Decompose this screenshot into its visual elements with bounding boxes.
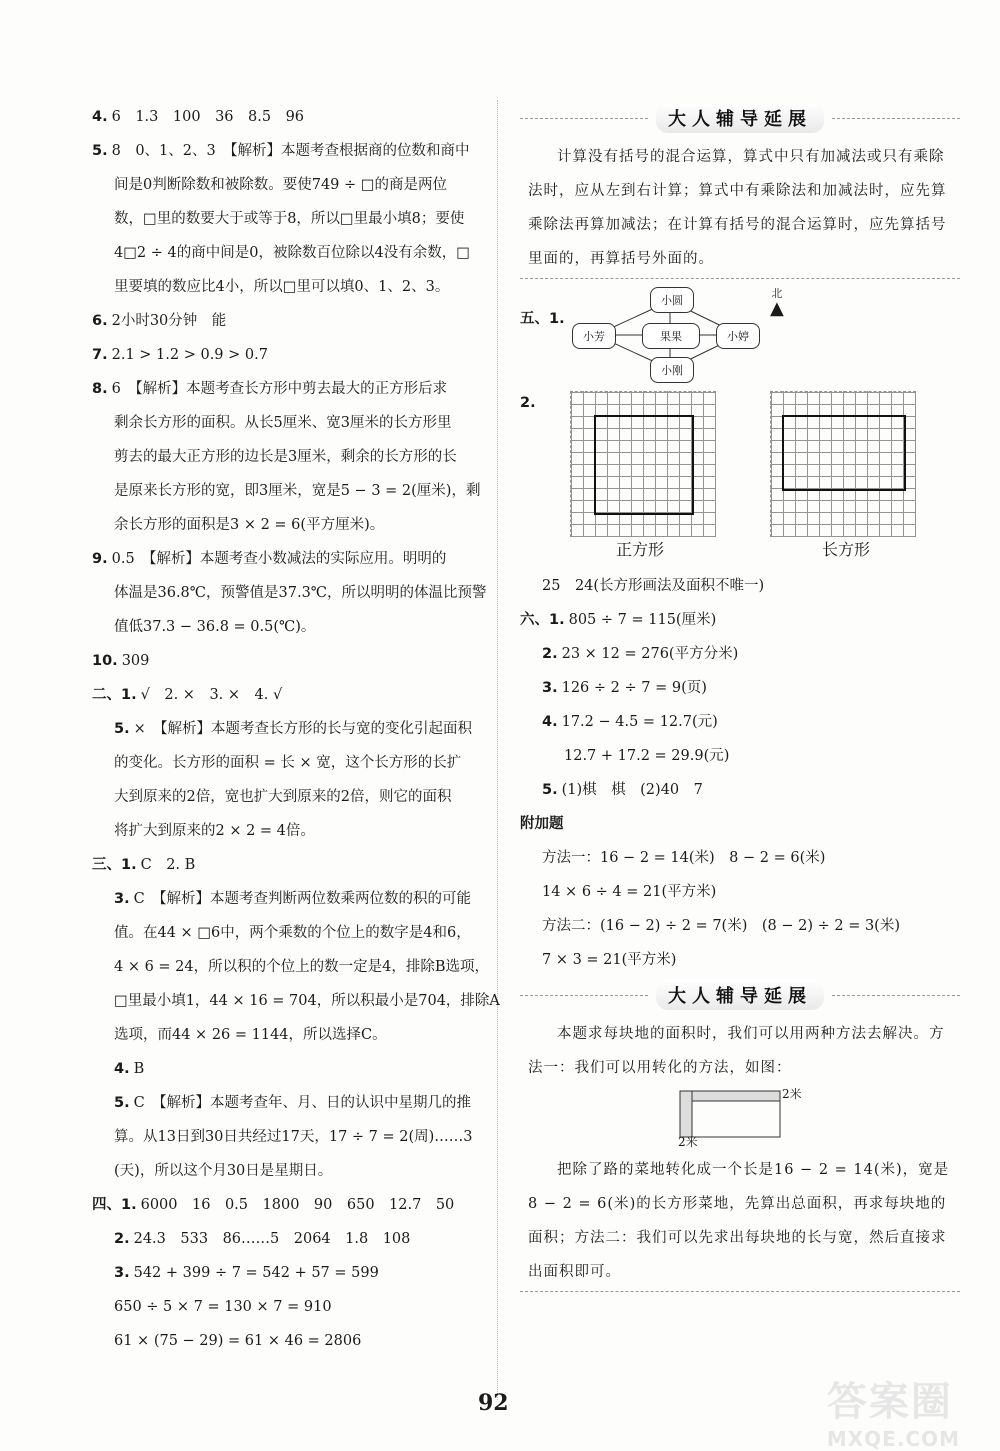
answer-text: (1)棋 棋 (2)40 7 [561, 782, 703, 798]
answer-line [92, 848, 492, 882]
road-width-label: 2米 [782, 1087, 802, 1101]
answer-line [520, 603, 960, 637]
question-number: 六、1. [520, 612, 565, 628]
question-number: 5. [114, 1095, 130, 1111]
grid-figures [520, 391, 960, 569]
answer-line [92, 610, 492, 644]
answer-line [92, 134, 492, 168]
answers-six [520, 603, 960, 977]
answer-text: 542 + 399 ÷ 7 = 542 + 57 = 599 [133, 1265, 379, 1281]
answer-text: 里要填的数应比4小，所以□里可以填0、1、2、3。 [114, 279, 450, 295]
question-number: 5. [542, 782, 558, 798]
answer-line [520, 705, 960, 739]
answer-line [92, 1018, 492, 1052]
north-label: 北 [771, 287, 783, 300]
answer-line [520, 943, 960, 977]
answer-text: 309 [121, 653, 150, 669]
left-column [92, 100, 500, 1358]
banner-rule [832, 995, 960, 996]
answer-line [92, 304, 492, 338]
answer-text: 的变化。长方形的面积 = 长 × 宽，这个长方形的长扩 [114, 755, 462, 771]
answer-line [92, 746, 492, 780]
drawn-square [594, 415, 694, 515]
answer-line [92, 1188, 492, 1222]
answer-text: 12.7 + 17.2 = 29.9(元) [564, 748, 730, 764]
answer-line [92, 1222, 492, 1256]
answer-line [92, 780, 492, 814]
answer-text: 余长方形的面积是3 × 2 = 6(平方厘米)。 [114, 517, 385, 533]
question-number: 5. [114, 721, 130, 737]
answer-line [92, 1324, 492, 1358]
question-number: 9. [92, 551, 108, 567]
answer-text: 值。在44 × □6中，两个乘数的个位上的数字是4和6， [114, 925, 471, 941]
answer-text: 数，□里的数要大于或等于8，所以□里最小填8；要使 [114, 211, 465, 227]
answer-line [92, 542, 492, 576]
answer-text: 6 【解析】本题考查长方形中剪去最大的正方形后求 [111, 381, 448, 397]
answer-text: 17.2 − 4.5 = 12.7(元) [561, 714, 718, 730]
question-number: 10. [92, 653, 118, 669]
answer-text: 8 0、1、2、3 【解析】本题考查根据商的位数和商中 [111, 143, 470, 159]
answer-line [92, 406, 492, 440]
question-number: 二、1. [92, 687, 137, 703]
answer-text: □里最小填1，44 × 16 = 704，所以积最小是704，排除A [114, 993, 500, 1009]
answer-line [92, 576, 492, 610]
answer-text: C 【解析】本题考查判断两位数乘两位数的积的可能 [133, 891, 471, 907]
answer-line [92, 372, 492, 406]
answer-line [520, 637, 960, 671]
answer-text: B [133, 1061, 145, 1077]
answer-line [92, 814, 492, 848]
answer-line [92, 474, 492, 508]
answer-line [92, 1052, 492, 1086]
map-node-left: 小芳 [572, 323, 616, 349]
answer-text: 805 ÷ 7 = 115(厘米) [568, 612, 717, 628]
answer-text: 0.5 【解析】本题考查小数减法的实际应用。明明的 [111, 551, 447, 567]
answer-text: 24.3 533 86……5 2064 1.8 108 [133, 1231, 411, 1247]
answer-line [92, 508, 492, 542]
answer-text: 23 × 12 = 276(平方分米) [561, 646, 739, 662]
map-node-center: 果果 [642, 323, 700, 349]
answer-line [520, 671, 960, 705]
answer-line [92, 440, 492, 474]
answer-text: √ 2. × 3. × 4. √ [140, 687, 283, 703]
road-width-label-bottom: 2米 [678, 1135, 698, 1149]
answer-text: 间是0判断除数和被除数。要使749 ÷ □的商是两位 [114, 177, 447, 193]
banner-rule [520, 118, 648, 119]
answer-line [92, 1256, 492, 1290]
map-node-right: 小婷 [716, 323, 760, 349]
right-column [520, 100, 960, 1298]
rect-label: 长方形 [822, 540, 871, 559]
answer-text: × 【解析】本题考查长方形的长与宽的变化引起面积 [133, 721, 473, 737]
question-number: 2. [542, 646, 558, 662]
answer-text: 4□2 ÷ 4的商中间是0，被除数百位除以4没有余数，□ [114, 245, 470, 261]
banner-title: 大人辅导延展 [656, 103, 824, 133]
question-number: 3. [542, 680, 558, 696]
question-number: 4. [542, 714, 558, 730]
north-indicator [770, 285, 784, 317]
question-number: 3. [114, 891, 130, 907]
answer-text: 2小时30分钟 能 [111, 313, 227, 329]
answer-line [92, 950, 492, 984]
answer-line [92, 1086, 492, 1120]
answer-text: 剩余长方形的面积。从长5厘米、宽3厘米的长方形里 [114, 415, 452, 431]
watermark-text: 答案圈 [826, 1379, 953, 1425]
answer-line [92, 100, 492, 134]
answer-text: 是原来长方形的宽，即3厘米，宽是5 − 3 = 2(厘米)，剩 [114, 483, 481, 499]
answer-text: 值低37.3 − 36.8 = 0.5(℃)。 [114, 619, 316, 635]
q2-answer: 25 24(长方形画法及面积不唯一) [542, 578, 765, 594]
answer-text: 方法二：(16 − 2) ÷ 2 = 7(米) (8 − 2) ÷ 2 = 3(米) [542, 918, 900, 934]
question-number: 4. [92, 109, 108, 125]
answer-line [92, 882, 492, 916]
answer-text: 剪去的最大正方形的边长是3厘米，剩余的长方形的长 [114, 449, 457, 465]
tip-paragraph: 计算没有括号的混合运算，算式中只有加减法或只有乘除法时，应从左到右计算；算式中有乘除法和加减法时，应先算乘除法再算加减法；在计算有括号的混合运算时，应先算括号里面的，再算括号外面的。 [528, 149, 947, 267]
question-number: 3. [114, 1265, 130, 1281]
answer-text: 2.1 > 1.2 > 0.9 > 0.7 [111, 347, 268, 363]
answer-line [92, 270, 492, 304]
square-label: 正方形 [616, 540, 665, 559]
answer-line [520, 739, 960, 773]
answer-text: 126 ÷ 2 ÷ 7 = 9(页) [561, 680, 707, 696]
drawn-rectangle [782, 415, 906, 491]
direction-map [520, 285, 960, 377]
question-number: 8. [92, 381, 108, 397]
answer-text: 61 × (75 − 29) = 61 × 46 = 2806 [114, 1333, 362, 1349]
answer-text: 大到原来的2倍，宽也扩大到原来的2倍，则它的面积 [114, 789, 452, 805]
question-number: 2. [520, 395, 536, 411]
answer-line [92, 916, 492, 950]
tip-banner [520, 102, 960, 134]
question-number: 7. [92, 347, 108, 363]
tip-paragraph: 把除了路的菜地转化成一个长是16 − 2 = 14(米)，宽是8 − 2 = 6(米)的长方形菜地，先算出总面积，再求每块地的面积；方法二：我们可以先求出每块地的长与宽，然后直接求出面积即可。 [528, 1162, 950, 1280]
question-number: 四、1. [92, 1197, 137, 1213]
answer-line [92, 1290, 492, 1324]
answer-line [92, 712, 492, 746]
answer-line [92, 168, 492, 202]
page-number: 92 [478, 1390, 509, 1416]
answer-line [520, 841, 960, 875]
answer-text: 6000 16 0.5 1800 90 650 12.7 50 [140, 1197, 455, 1213]
answer-text: 体温是36.8℃，预警值是37.3℃，所以明明的体温比预警 [114, 585, 487, 601]
answer-text: 650 ÷ 5 × 7 = 130 × 7 = 910 [114, 1299, 332, 1315]
tip-banner [520, 979, 960, 1011]
answer-text: C 2. B [140, 857, 196, 873]
answer-line [520, 875, 960, 909]
answer-text: 方法一：16 − 2 = 14(米) 8 − 2 = 6(米) [542, 850, 826, 866]
map-node-bottom: 小刚 [650, 357, 694, 383]
answer-line [92, 984, 500, 1018]
question-number: 附加题 [520, 816, 564, 832]
tip-paragraph: 本题求每块地的面积时，我们可以用两种方法去解决。方法一：我们可以用转化的方法，如图： [528, 1026, 945, 1076]
answer-text: (天)，所以这个月30日是星期日。 [114, 1163, 333, 1179]
answer-line [92, 1154, 492, 1188]
road-diagram [520, 1085, 960, 1153]
question-number: 五、1. [520, 311, 565, 327]
answer-line [92, 202, 492, 236]
banner-rule [520, 995, 648, 996]
watermark [827, 1370, 960, 1451]
answer-line [92, 236, 492, 270]
answer-line [520, 807, 960, 841]
answer-text: C 【解析】本题考查年、月、日的认识中星期几的推 [133, 1095, 471, 1111]
answer-text: 算。从13日到30日共经过17天，17 ÷ 7 = 2(周)……3 [114, 1129, 473, 1145]
answer-line [92, 338, 492, 372]
question-number: 2. [114, 1231, 130, 1247]
answer-line [92, 1120, 492, 1154]
answer-text: 将扩大到原来的2 × 2 = 4倍。 [114, 823, 315, 839]
answer-text: 6 1.3 100 36 8.5 96 [111, 109, 305, 125]
answer-text: 7 × 3 = 21(平方米) [542, 952, 677, 968]
column-divider [497, 100, 498, 1400]
answer-text: 14 × 6 ÷ 4 = 21(平方米) [542, 884, 717, 900]
answer-line [520, 773, 960, 807]
map-node-top: 小圆 [650, 287, 694, 313]
north-arrow-icon: ▲ [770, 298, 784, 319]
answer-text: 4 × 6 = 24，所以积的个位上的数一定是4，排除B选项， [114, 959, 490, 975]
dashed-divider [520, 1291, 960, 1292]
question-number: 4. [114, 1061, 130, 1077]
answer-line [92, 678, 492, 712]
question-number: 6. [92, 313, 108, 329]
answer-line [520, 909, 960, 943]
question-number: 三、1. [92, 857, 137, 873]
watermark-url: MXQE.COM [826, 1427, 960, 1451]
dashed-divider [520, 278, 960, 279]
banner-title: 大人辅导延展 [656, 980, 824, 1010]
answer-line [92, 644, 492, 678]
question-number: 5. [92, 143, 108, 159]
banner-rule [832, 118, 960, 119]
answer-text: 选项，而44 × 26 = 1144，所以选择C。 [114, 1027, 387, 1043]
